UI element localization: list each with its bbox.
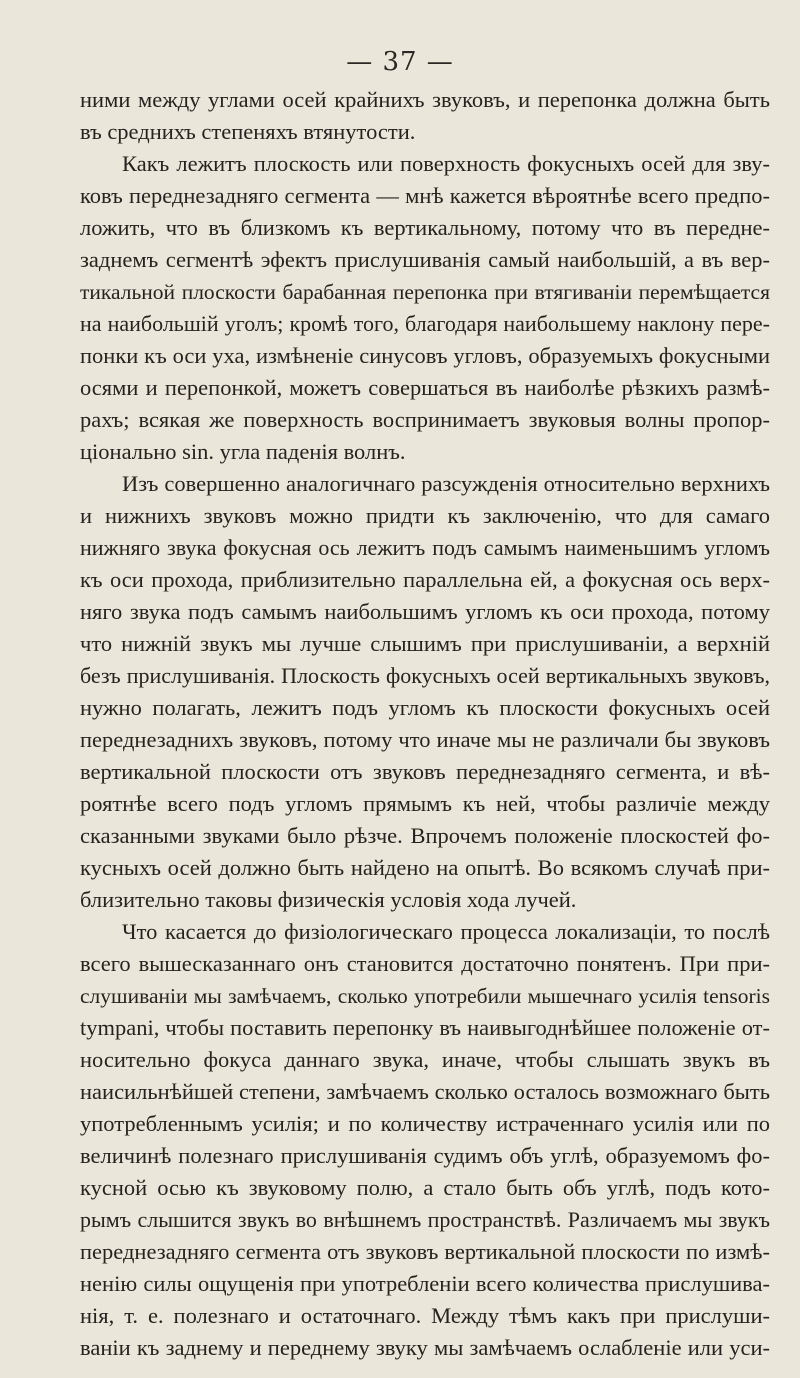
text-line: на наибольшій уголъ; кромѣ того, благодаря наибольшему наклону пере- — [80, 311, 770, 336]
text-line: и нижнихъ звуковъ можно придти къ заключенію, что для самаго — [80, 503, 770, 528]
text-line: переднезаднихъ звуковъ, потому что иначе мы не различали бы звуковъ — [80, 727, 770, 752]
text-line: ненію силы ощущенія при употребленіи всего количества прислушива- — [80, 1271, 770, 1296]
text-line: кусной осью къ звуковому полю, а стало быть объ углѣ, подъ кото- — [80, 1175, 770, 1200]
text-line: няго звука подъ самымъ наибольшимъ угломъ къ оси прохода, потому — [80, 599, 770, 624]
text-line: въ среднихъ степеняхъ втянутости. — [80, 119, 416, 144]
text-line: Изъ совершенно аналогичнаго разсужденія относительно верхнихъ — [122, 471, 770, 496]
text-line: ложить, что въ близкомъ къ вертикальному, потому что въ передне- — [80, 215, 770, 240]
body-text — [80, 84, 770, 1364]
text-line: рымъ слышится звукъ во внѣшнемъ пространствѣ. Различаемъ мы звукъ — [80, 1207, 770, 1232]
text-line: близительно таковы физическія условія хода лучей. — [80, 887, 577, 912]
text-line: рахъ; всякая же поверхность воспринимаетъ звуковыя волны пропор- — [80, 407, 770, 432]
text-line: понки къ оси уха, измѣненіе синусовъ угловъ, образуемыхъ фокусными — [80, 343, 770, 368]
text-line: употребленнымъ усилія; и по количеству истраченнаго усилія или по — [80, 1111, 770, 1136]
text-line: величинѣ полезнаго прислушиванія судимъ объ углѣ, образуемомъ фо- — [80, 1143, 770, 1168]
text-line: слушиваніи мы замѣчаемъ, сколько употребили мышечнаго усилія tensoris — [80, 984, 770, 1008]
text-line: ними между углами осей крайнихъ звуковъ, и перепонка должна быть — [80, 87, 770, 112]
text-line: Что касается до физіологическаго процесса локализаціи, то послѣ — [122, 919, 770, 944]
text-line: безъ прислушиванія. Плоскость фокусныхъ осей вертикальныхъ звуковъ, — [80, 663, 770, 688]
text-line: всего вышесказаннаго онъ становится достаточно понятенъ. При при- — [80, 951, 770, 976]
text-line: осями и перепонкой, можетъ совершаться въ наиболѣе рѣзкихъ размѣ- — [80, 375, 770, 400]
text-line: кусныхъ осей должно быть найдено на опытѣ. Во всякомъ случаѣ при- — [80, 855, 770, 880]
text-line: ковъ переднезадняго сегмента — мнѣ кажется вѣроятнѣе всего предпо- — [80, 183, 770, 208]
text-line: носительно фокуса даннаго звука, иначе, чтобы слышать звукъ въ — [80, 1047, 770, 1072]
text-line: наисильнѣйшей степени, замѣчаемъ сколько осталось возможнаго быть — [80, 1079, 770, 1104]
text-line: къ оси прохода, приблизительно параллельна ей, а фокусная ось верх- — [80, 567, 770, 592]
page-number: — 37 — — [346, 47, 454, 77]
text-line: ваніи къ заднему и переднему звуку мы замѣчаемъ ослабленіе или уси- — [80, 1335, 770, 1360]
text-line: что нижній звукъ мы лучше слышимъ при прислушиваніи, а верхній — [80, 631, 770, 656]
text-line: вертикальной плоскости отъ звуковъ переднезадняго сегмента, и вѣ- — [80, 759, 770, 784]
text-line: нія, т. е. полезнаго и остаточнаго. Между тѣмъ какъ при прислуши- — [80, 1303, 770, 1328]
text-line: нижняго звука фокусная ось лежитъ подъ самымъ наименьшимъ угломъ — [80, 535, 770, 560]
text-line: ціонально sin. угла паденія волнъ. — [80, 439, 406, 464]
text-line: заднемъ сегментѣ эфектъ прислушиванія самый наибольшій, а въ вер- — [80, 247, 770, 272]
text-line: роятнѣе всего подъ угломъ прямымъ къ ней, чтобы различіе между — [80, 791, 770, 816]
text-line: нужно полагать, лежитъ подъ угломъ къ плоскости фокусныхъ осей — [80, 695, 770, 720]
text-line: Какъ лежитъ плоскость или поверхность фокусныхъ осей для зву- — [122, 151, 770, 176]
text-line: сказанными звуками было рѣзче. Впрочемъ положеніе плоскостей фо- — [80, 823, 770, 848]
text-line: тикальной плоскости барабанная перепонка при втягиваніи перемѣщается — [80, 280, 770, 304]
text-line: переднезадняго сегмента отъ звуковъ вертикальной плоскости по измѣ- — [80, 1239, 770, 1264]
text-line: tympani, чтобы поставить перепонку въ наивыгоднѣйшее положеніе от- — [80, 1015, 770, 1040]
